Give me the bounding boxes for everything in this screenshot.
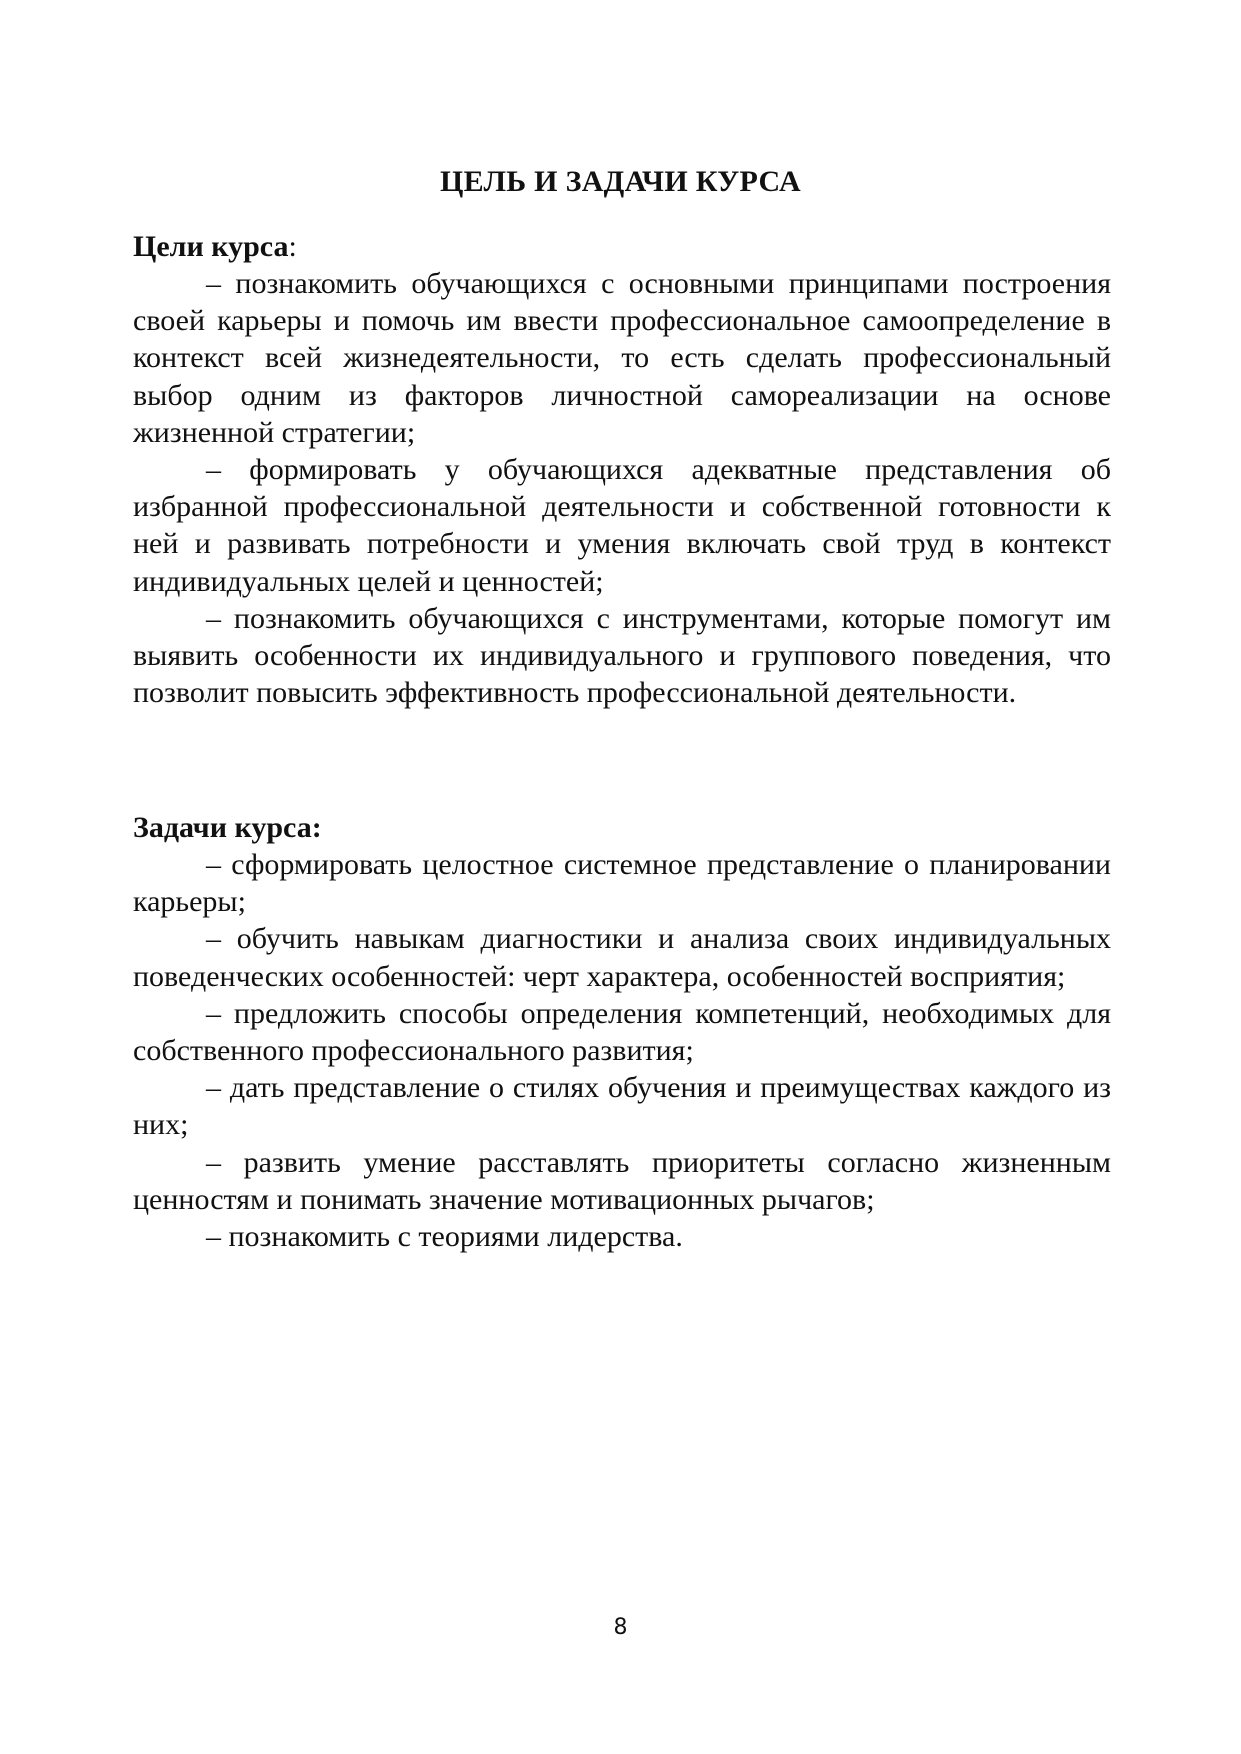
task-item: – обучить навыкам диагностики и анализа своих индивидуальных поведенческих особенностей: черт характера, особенностей восприятия; [133, 922, 1111, 993]
goal-item: – формировать у обучающихся адекватные представления об избранной профессиональной деятельности и собственной готовности к ней и развивать потребности и умения включать свой труд в контекст индивидуальных целей и ценностей; [133, 453, 1111, 598]
goals-heading-text: Цели курса [133, 230, 289, 263]
goal-item: – познакомить обучающихся с основными принципами построения своей карьеры и помочь им ввести профессиональное самоопределение в контекст всей жизнедеятельности, то есть сделать профессиональный выбор одним из факторов личностной самореализации на основе жизненной стратегии; [133, 267, 1111, 449]
task-item: – сформировать целостное системное представление о планировании карьеры; [133, 848, 1111, 919]
task-item: – предложить способы определения компетенций, необходимых для собственного профессионального развития; [133, 996, 1111, 1068]
goals-heading-colon: : [288, 230, 297, 263]
goals-section [133, 228, 1111, 711]
task-item: – познакомить с теориями лидерства. [206, 1220, 683, 1254]
task-item: – развить умение расставлять приоритеты согласно жизненным ценностям и понимать значение мотивационных рычагов; [133, 1145, 1111, 1216]
page-title: ЦЕЛЬ И ЗАДАЧИ КУРСА [440, 165, 801, 198]
page-number: 8 [613, 1615, 628, 1640]
tasks-heading [133, 809, 1111, 846]
goals-heading [133, 228, 1111, 265]
goal-item: – познакомить обучающихся с инструментами, которые помогут им выявить особенности их индивидуального и группового поведения, что позволит повысить эффективность профессиональной деятельности. [133, 601, 1111, 710]
tasks-section [133, 809, 1111, 1255]
tasks-heading-text: Задачи курса: [133, 811, 322, 844]
task-item: – дать представление о стилях обучения и преимуществах каждого из них; [133, 1071, 1111, 1142]
